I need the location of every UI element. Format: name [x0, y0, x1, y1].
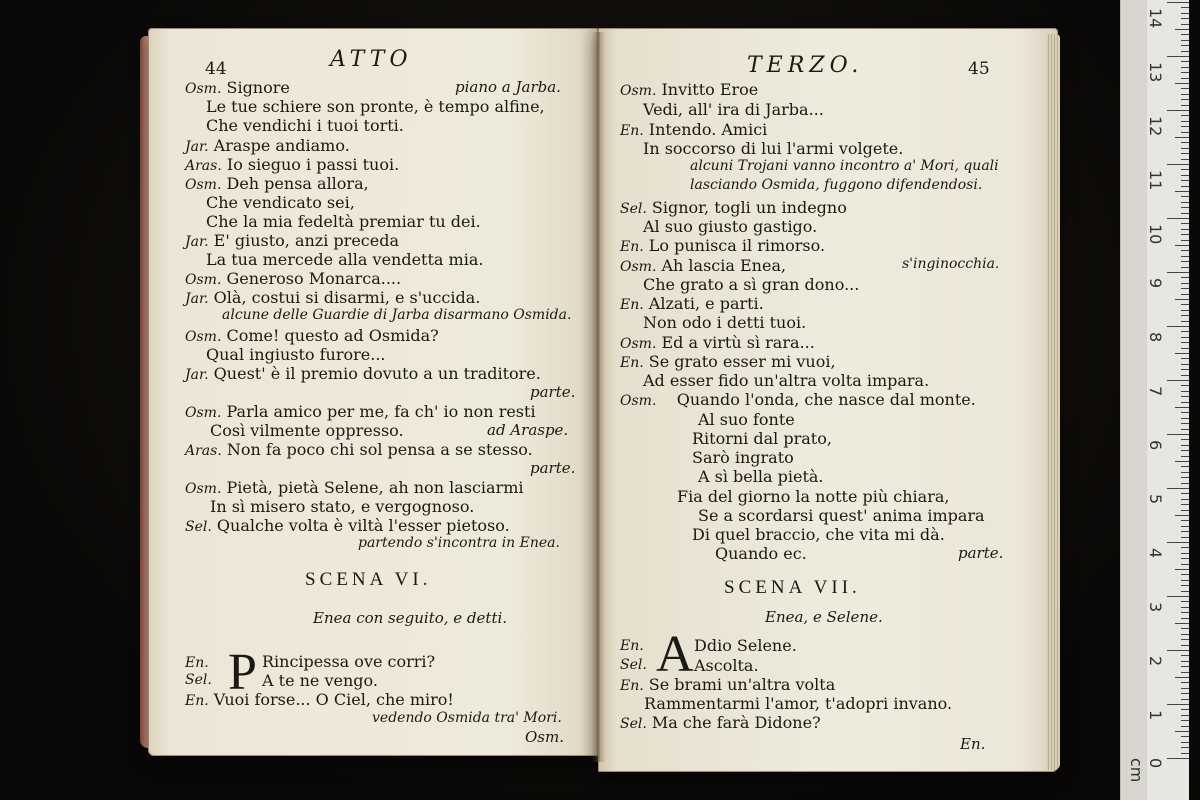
- ruler-tick: [1181, 499, 1189, 500]
- ruler-tick: [1181, 645, 1189, 646]
- ruler-tick: [1181, 412, 1189, 413]
- left-page-number: 44: [205, 59, 227, 79]
- ruler-tick: [1181, 34, 1189, 35]
- ruler-number: 6: [1146, 440, 1165, 451]
- ruler-number: 2: [1146, 656, 1165, 667]
- ruler-tick: [1181, 234, 1189, 235]
- ruler-tick: [1181, 385, 1189, 386]
- line: Quando ec.: [715, 544, 807, 563]
- ruler-tick: [1181, 369, 1189, 370]
- ruler-tick: [1181, 661, 1189, 662]
- ruler-tick: [1167, 380, 1189, 381]
- ruler-tick: [1167, 542, 1189, 543]
- line: Osm. Deh pensa allora,: [185, 174, 369, 193]
- ruler-tick: [1181, 726, 1189, 727]
- ruler-tick: [1181, 364, 1189, 365]
- ruler-tick: [1181, 229, 1189, 230]
- ruler-tick: [1181, 250, 1189, 251]
- speaker: Sel.: [620, 657, 647, 673]
- ruler-tick: [1181, 736, 1189, 737]
- ruler-number: 7: [1146, 386, 1165, 397]
- ruler-tick: [1181, 24, 1189, 25]
- line: En. Intendo. Amici: [620, 120, 768, 139]
- line: Sel. Ma che farà Didone?: [620, 713, 821, 732]
- ruler-tick: [1181, 315, 1189, 316]
- speaker: En.: [620, 638, 644, 654]
- line: In sì misero stato, e vergognoso.: [210, 497, 475, 516]
- ruler-tick: [1181, 688, 1189, 689]
- ruler-tick: [1181, 396, 1189, 397]
- ruler-tick: [1181, 294, 1189, 295]
- line: Rammentarmi l'amor, t'adopri invano.: [644, 694, 953, 713]
- ruler-tick: [1181, 153, 1189, 154]
- ruler-tick: [1181, 585, 1189, 586]
- ruler-tick: [1181, 310, 1189, 311]
- ruler-tick: [1181, 564, 1189, 565]
- ruler-tick: [1181, 628, 1189, 629]
- line: In soccorso di lui l'armi volgete.: [643, 139, 904, 158]
- ruler-tick: [1181, 753, 1189, 754]
- ruler-tick: [1181, 466, 1189, 467]
- ruler-number: 9: [1146, 278, 1165, 289]
- line: Sel. Signor, togli un indegno: [620, 198, 847, 217]
- ruler-tick: [1181, 61, 1189, 62]
- ruler-tick: [1181, 574, 1189, 575]
- stage-direction: s'inginocchia.: [902, 256, 1000, 272]
- ruler-tick: [1181, 121, 1189, 122]
- ruler-tick: [1181, 456, 1189, 457]
- ruler-tick: [1181, 472, 1189, 473]
- line: Fia del giorno la notte più chiara,: [677, 487, 950, 506]
- ruler-tick: [1181, 423, 1189, 424]
- ruler-tick: [1181, 13, 1189, 14]
- ruler-tick: [1181, 618, 1189, 619]
- ruler-tick: [1175, 245, 1189, 246]
- ruler-tick: [1167, 218, 1189, 219]
- scene-title: SCENA VII.: [724, 577, 861, 598]
- ruler-tick: [1181, 402, 1189, 403]
- line: Osm. Generoso Monarca....: [185, 269, 402, 288]
- ruler-tick: [1181, 202, 1189, 203]
- ruler-tick: [1175, 353, 1189, 354]
- line: Qual ingiusto furore...: [206, 345, 386, 364]
- line: Osm. Ah lascia Enea,: [620, 256, 787, 275]
- ruler-tick: [1181, 418, 1189, 419]
- ruler-tick: [1181, 304, 1189, 305]
- ruler-tick: [1181, 747, 1189, 748]
- catchword: En.: [960, 735, 986, 753]
- ruler-tick: [1167, 2, 1189, 3]
- line: Jar. Olà, costui si disarmi, e s'uccida.: [185, 288, 481, 307]
- speaker: Sel.: [185, 672, 212, 688]
- ruler-tick: [1181, 612, 1189, 613]
- ruler-tick: [1181, 169, 1189, 170]
- ruler-tick: [1181, 580, 1189, 581]
- ruler-tick: [1175, 137, 1189, 138]
- ruler-tick: [1181, 720, 1189, 721]
- ruler-tick: [1181, 607, 1189, 608]
- ruler-tick: [1181, 358, 1189, 359]
- ruler-tick: [1181, 493, 1189, 494]
- ruler-tick: [1181, 283, 1189, 284]
- ruler-tick: [1181, 45, 1189, 46]
- speaker: En.: [185, 655, 209, 671]
- ruler-tick: [1181, 537, 1189, 538]
- ruler-tick: [1167, 434, 1189, 435]
- line: Osm. Signore: [185, 78, 290, 97]
- ruler-tick: [1167, 164, 1189, 165]
- ruler-tick: [1181, 639, 1189, 640]
- book-gutter: [592, 32, 606, 762]
- ruler-tick: [1175, 299, 1189, 300]
- line: Vedi, all' ira di Jarba...: [643, 100, 824, 119]
- line: Ad esser fido un'altra volta impara.: [643, 371, 930, 390]
- ruler-tick: [1181, 342, 1189, 343]
- ruler-tick: [1175, 731, 1189, 732]
- ruler-tick: [1181, 115, 1189, 116]
- ruler-tick: [1167, 56, 1189, 57]
- line: Aras. Io sieguo i passi tuoi.: [185, 155, 400, 174]
- ruler-tick: [1181, 99, 1189, 100]
- stage-direction: lasciando Osmida, fuggono difendendosi.: [690, 177, 983, 193]
- line: En. Lo punisca il rimorso.: [620, 236, 826, 255]
- right-page-edge: [1046, 34, 1060, 770]
- ruler-number: 3: [1146, 602, 1165, 613]
- line: Che vendicato sei,: [206, 193, 355, 212]
- right-running-head: TERZO.: [747, 53, 864, 78]
- line: Al suo giusto gastigo.: [643, 217, 818, 236]
- ruler-number: 1: [1146, 710, 1165, 721]
- ruler-tick: [1175, 461, 1189, 462]
- ruler-number: 8: [1146, 332, 1165, 343]
- line: Osm. Invitto Eroe: [620, 80, 759, 99]
- line: Le tue schiere son pronte, è tempo alfine,: [206, 97, 545, 116]
- ruler-tick: [1181, 715, 1189, 716]
- ruler-tick: [1181, 321, 1189, 322]
- line: La tua mercede alla vendetta mia.: [206, 250, 484, 269]
- ruler-tick: [1181, 132, 1189, 133]
- scene-subtitle: Enea con seguito, e detti.: [313, 609, 508, 627]
- line: Osm. Quando l'onda, che nasce dal monte.: [620, 390, 976, 409]
- ruler-tick: [1181, 78, 1189, 79]
- ruler-tick: [1181, 7, 1189, 8]
- ruler-tick: [1181, 148, 1189, 149]
- ruler-number: 13: [1146, 62, 1165, 83]
- ruler-tick: [1181, 331, 1189, 332]
- line: Così vilmente oppresso.: [210, 421, 404, 440]
- stage-direction: vedendo Osmida tra' Mori.: [372, 710, 562, 726]
- catchword: Osm.: [525, 728, 564, 746]
- line: Al suo fonte: [698, 410, 795, 429]
- stage-direction: ad Araspe.: [487, 421, 569, 439]
- ruler-tick: [1181, 18, 1189, 19]
- measuring-ruler: [1120, 0, 1189, 800]
- left-running-head: ATTO: [330, 47, 413, 72]
- ruler-tick: [1167, 110, 1189, 111]
- ruler-tick: [1175, 191, 1189, 192]
- line: Osm. Ed a virtù sì rara...: [620, 333, 815, 352]
- line: Sel. Qualche volta è viltà l'esser pietoso.: [185, 516, 510, 535]
- line: Sarò ingrato: [692, 448, 794, 467]
- scene-subtitle: Enea, e Selene.: [765, 608, 883, 626]
- ruler-tick: [1175, 407, 1189, 408]
- line: En. Se brami un'altra volta: [620, 675, 836, 694]
- ruler-tick: [1181, 51, 1189, 52]
- ruler-tick: [1175, 29, 1189, 30]
- ruler-tick: [1181, 391, 1189, 392]
- ruler-tick: [1181, 520, 1189, 521]
- stage-direction: alcuni Trojani vanno incontro a' Mori, quali: [690, 158, 999, 174]
- stage-direction: parte.: [958, 544, 1004, 562]
- ruler-shadow: [1121, 0, 1147, 800]
- ruler-tick: [1181, 504, 1189, 505]
- ruler-tick: [1167, 488, 1189, 489]
- ruler-tick: [1181, 531, 1189, 532]
- ruler-tick: [1181, 223, 1189, 224]
- ruler-tick: [1181, 682, 1189, 683]
- stage-direction: partendo s'incontra in Enea.: [358, 535, 560, 551]
- ruler-number: 10: [1146, 224, 1165, 245]
- ruler-tick: [1181, 142, 1189, 143]
- ruler-number: 5: [1146, 494, 1165, 505]
- line: Osm. Come! questo ad Osmida?: [185, 326, 439, 345]
- ruler-tick: [1181, 439, 1189, 440]
- line: Aras. Non fa poco chi sol pensa a se stesso.: [185, 440, 533, 459]
- line: En. Se grato esser mi vuoi,: [620, 352, 836, 371]
- ruler-tick: [1175, 515, 1189, 516]
- line: Che grato a sì gran dono...: [643, 275, 860, 294]
- line: A sì bella pietà.: [698, 467, 824, 486]
- ruler-tick: [1181, 180, 1189, 181]
- ruler-tick: [1181, 742, 1189, 743]
- ruler-tick: [1181, 483, 1189, 484]
- ruler-tick: [1181, 256, 1189, 257]
- drop-cap: A: [656, 626, 694, 683]
- line: Ritorni dal prato,: [692, 429, 832, 448]
- line: A te ne vengo.: [262, 671, 378, 690]
- ruler-tick: [1181, 267, 1189, 268]
- ruler-number: 14: [1146, 8, 1165, 29]
- ruler-tick: [1181, 288, 1189, 289]
- ruler-tick: [1181, 261, 1189, 262]
- ruler-number: 12: [1146, 116, 1165, 137]
- ruler-tick: [1181, 699, 1189, 700]
- ruler-tick: [1167, 326, 1189, 327]
- ruler-tick: [1181, 553, 1189, 554]
- line: Che vendichi i tuoi torti.: [206, 116, 404, 135]
- drop-cap: P: [228, 644, 257, 701]
- ruler-tick: [1167, 758, 1189, 759]
- ruler-tick: [1175, 677, 1189, 678]
- ruler-tick: [1175, 83, 1189, 84]
- ruler-unit-label: 0 cm: [1127, 758, 1165, 783]
- stage-direction: alcune delle Guardie di Jarba disarmano Osmida.: [222, 307, 572, 323]
- ruler-tick: [1181, 601, 1189, 602]
- ruler-tick: [1181, 40, 1189, 41]
- ruler-tick: [1181, 558, 1189, 559]
- ruler-tick: [1181, 337, 1189, 338]
- line: Osm. Parla amico per me, fa ch' io non resti: [185, 402, 536, 421]
- ruler-tick: [1181, 547, 1189, 548]
- ruler-tick: [1181, 126, 1189, 127]
- ruler-tick: [1181, 666, 1189, 667]
- line: Non odo i detti tuoi.: [643, 313, 807, 332]
- line: Ascolta.: [694, 656, 759, 675]
- ruler-tick: [1181, 655, 1189, 656]
- ruler-tick: [1181, 72, 1189, 73]
- ruler-tick: [1181, 450, 1189, 451]
- ruler-tick: [1181, 207, 1189, 208]
- ruler-tick: [1175, 623, 1189, 624]
- ruler-tick: [1181, 510, 1189, 511]
- line: Se a scordarsi quest' anima impara: [698, 506, 985, 525]
- line: Ddio Selene.: [694, 636, 797, 655]
- ruler-tick: [1181, 429, 1189, 430]
- line: Jar. Araspe andiamo.: [185, 136, 350, 155]
- stage-direction: piano a Jarba.: [455, 78, 561, 96]
- ruler-tick: [1181, 693, 1189, 694]
- ruler-tick: [1181, 186, 1189, 187]
- ruler-tick: [1167, 650, 1189, 651]
- scene-title: SCENA VI.: [305, 569, 432, 590]
- ruler-tick: [1181, 526, 1189, 527]
- ruler-tick: [1181, 477, 1189, 478]
- ruler-tick: [1181, 591, 1189, 592]
- line: En. Vuoi forse... O Ciel, che miro!: [185, 690, 454, 709]
- ruler-tick: [1181, 196, 1189, 197]
- line: Osm. Pietà, pietà Selene, ah non lasciarmi: [185, 478, 524, 497]
- ruler-tick: [1181, 94, 1189, 95]
- line: En. Alzati, e parti.: [620, 294, 764, 313]
- line: Di quel braccio, che vita mi dà.: [692, 525, 945, 544]
- ruler-tick: [1181, 159, 1189, 160]
- line: Che la mia fedeltà premiar tu dei.: [206, 212, 481, 231]
- ruler-tick: [1181, 88, 1189, 89]
- ruler-tick: [1181, 672, 1189, 673]
- line: Jar. Quest' è il premio dovuto a un traditore.: [185, 364, 541, 383]
- line: Jar. E' giusto, anzi preceda: [185, 231, 399, 250]
- ruler-tick: [1181, 277, 1189, 278]
- ruler-tick: [1181, 348, 1189, 349]
- stage-direction: parte.: [530, 383, 576, 401]
- ruler-tick: [1181, 240, 1189, 241]
- ruler-tick: [1175, 569, 1189, 570]
- ruler-tick: [1167, 704, 1189, 705]
- ruler-tick: [1181, 67, 1189, 68]
- ruler-tick: [1181, 213, 1189, 214]
- ruler-tick: [1181, 709, 1189, 710]
- line: Rincipessa ove corri?: [262, 652, 436, 671]
- ruler-tick: [1167, 272, 1189, 273]
- ruler-tick: [1181, 105, 1189, 106]
- right-page-number: 45: [968, 59, 990, 79]
- ruler-tick: [1181, 175, 1189, 176]
- stage-direction: parte.: [530, 459, 576, 477]
- ruler-tick: [1181, 375, 1189, 376]
- ruler-tick: [1167, 596, 1189, 597]
- ruler-number: 11: [1146, 170, 1165, 191]
- ruler-tick: [1181, 634, 1189, 635]
- ruler-tick: [1181, 445, 1189, 446]
- ruler-number: 4: [1146, 548, 1165, 559]
